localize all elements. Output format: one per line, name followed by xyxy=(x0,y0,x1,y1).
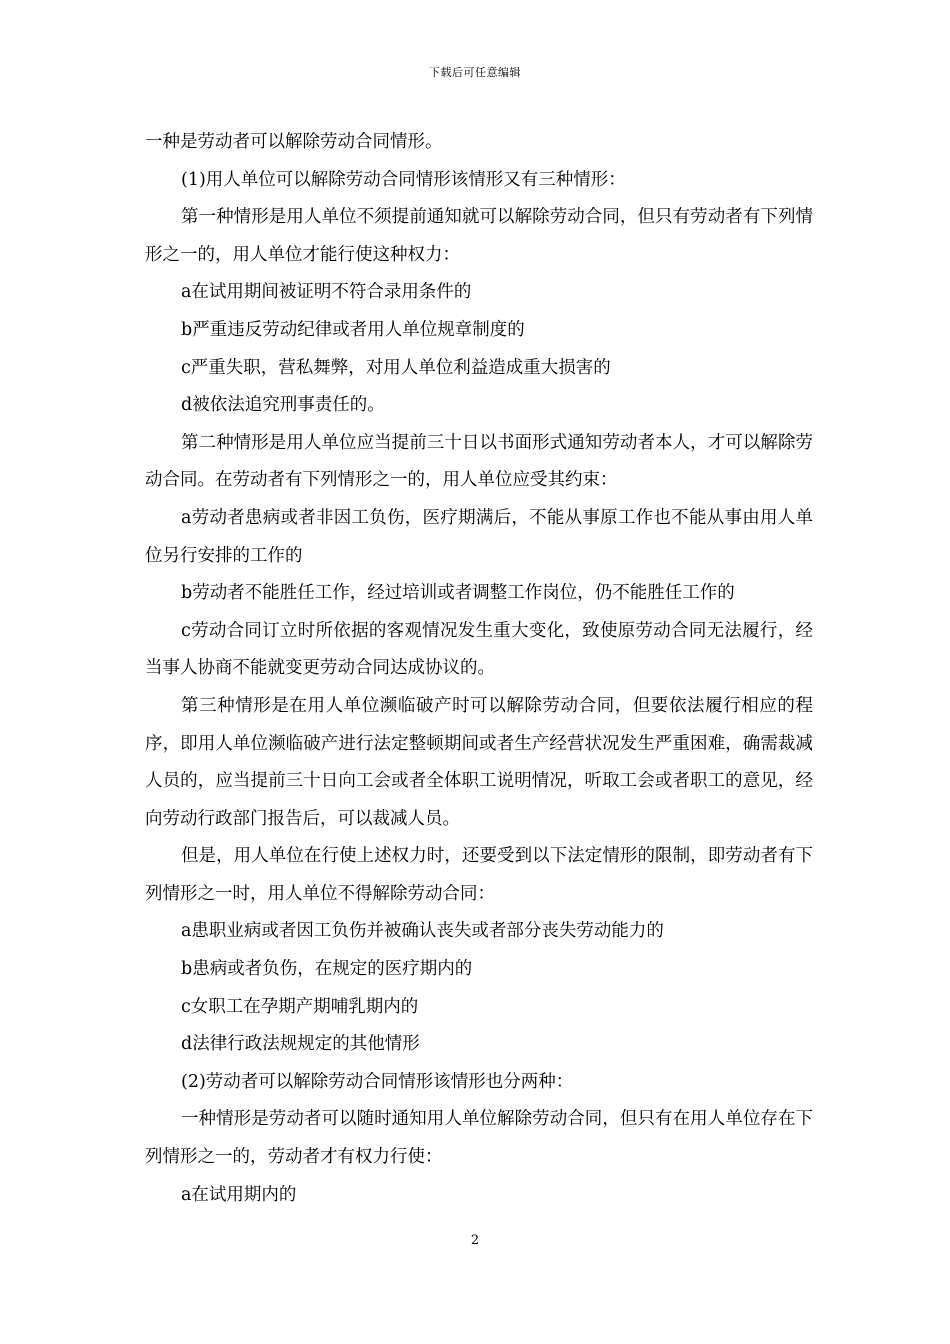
list-item: b患病或者负伤，在规定的医疗期内的 xyxy=(181,959,473,980)
paragraph: 第二种情形是用人单位应当提前三十日以书面形式通知劳动者本人，才可以解除劳动合同。在劳动者有下列情形之一的，用人单位应受其约束： xyxy=(145,432,813,491)
list-item: a在试用期内的 xyxy=(181,1184,297,1205)
paragraph: 第三种情形是在用人单位濒临破产时可以解除劳动合同，但要依法履行相应的程序，即用人单位濒临破产进行法定整顿期间或者生产经营状况发生严重困难，确需裁减人员的，应当提前三十日向工会或者全体职工说明情况，听取工会或者职工的意见，经向劳动行政部门报告后，可以裁减人员。 xyxy=(145,695,813,829)
paragraph: (1)用人单位可以解除劳动合同情形该情形又有三种情形： xyxy=(181,169,626,190)
list-item: a在试用期间被证明不符合录用条件的 xyxy=(181,282,472,303)
list-item: a劳动者患病或者非因工负伤，医疗期满后，不能从事原工作也不能从事由用人单位另行安排的工作的 xyxy=(145,507,813,566)
list-item: b严重违反劳动纪律或者用人单位规章制度的 xyxy=(181,319,525,340)
list-item: c女职工在孕期产期哺乳期内的 xyxy=(181,996,419,1017)
list-item: a患职业病或者因工负伤并被确认丧失或者部分丧失劳动能力的 xyxy=(181,921,664,942)
page-header: 下载后可任意编辑 xyxy=(429,66,521,79)
document-body xyxy=(145,124,813,1214)
list-item: d被依法追究刑事责任的。 xyxy=(181,395,385,416)
list-item: b劳动者不能胜任工作，经过培训或者调整工作岗位，仍不能胜任工作的 xyxy=(181,583,735,604)
list-item: c严重失职，营私舞弊，对用人单位利益造成重大损害的 xyxy=(181,357,611,378)
paragraph: 但是，用人单位在行使上述权力时，还要受到以下法定情形的限制，即劳动者有下列情形之一时，用人单位不得解除劳动合同： xyxy=(145,846,813,904)
list-item: c劳动合同订立时所依据的客观情况发生重大变化，致使原劳动合同无法履行，经当事人协商不能就变更劳动合同达成协议的。 xyxy=(145,620,813,679)
paragraph: 一种是劳动者可以解除劳动合同情形。 xyxy=(145,132,443,152)
paragraph: (2)劳动者可以解除劳动合同情形该情形也分两种： xyxy=(181,1071,574,1092)
paragraph: 第一种情形是用人单位不须提前通知就可以解除劳动合同，但只有劳动者有下列情形之一的，用人单位才能行使这种权力： xyxy=(145,207,813,265)
list-item: d法律行政法规规定的其他情形 xyxy=(181,1034,420,1055)
paragraph: 一种情形是劳动者可以随时通知用人单位解除劳动合同，但只有在用人单位存在下列情形之一的，劳动者才有权力行使： xyxy=(145,1109,813,1168)
page-number: 2 xyxy=(470,1233,480,1248)
